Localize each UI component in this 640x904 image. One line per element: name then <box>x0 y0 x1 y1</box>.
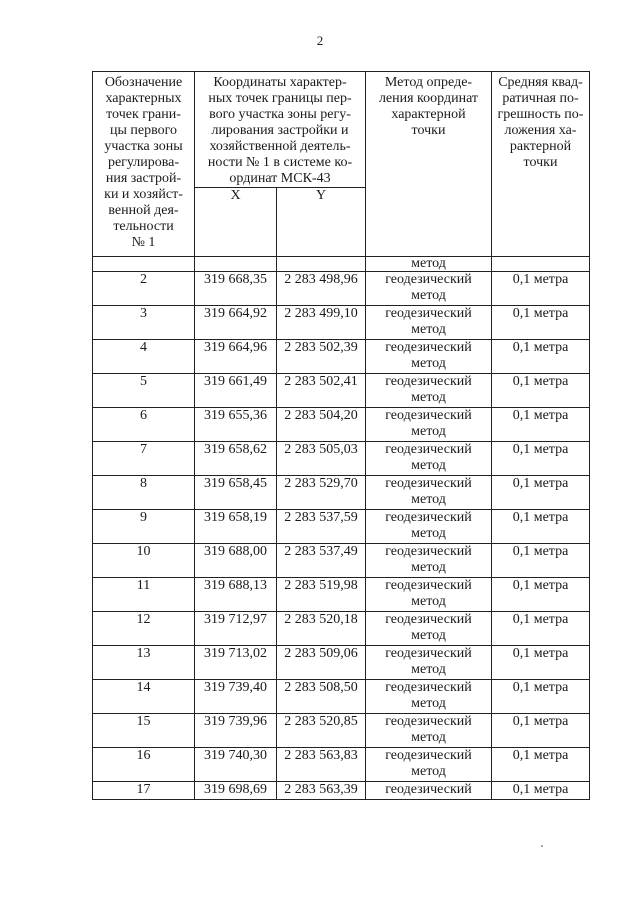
point-number: 7 <box>93 442 195 476</box>
coordinate-y: 2 283 563,39 <box>277 782 366 800</box>
method-line-2: метод <box>411 764 446 779</box>
coordinate-x: 319 739,96 <box>195 714 277 748</box>
coordinate-x: 319 664,92 <box>195 306 277 340</box>
method <box>366 374 492 408</box>
method-line-1: геодезический <box>385 306 472 321</box>
table-row <box>93 476 590 510</box>
table-header-row <box>93 72 590 188</box>
point-number: 9 <box>93 510 195 544</box>
method <box>366 272 492 306</box>
method-line-2: метод <box>411 322 446 337</box>
method <box>366 680 492 714</box>
table-row <box>93 748 590 782</box>
coordinate-x: 319 661,49 <box>195 374 277 408</box>
method-line-1: геодезический <box>385 714 472 729</box>
coordinate-y: 2 283 563,83 <box>277 748 366 782</box>
method-line-2: метод <box>411 594 446 609</box>
table-row <box>93 272 590 306</box>
method-line-2: метод <box>411 526 446 541</box>
mean-square-error: 0,1 метра <box>492 646 590 680</box>
mean-square-error: 0,1 метра <box>492 408 590 442</box>
method-line-1: геодезический <box>385 782 472 797</box>
coordinate-y: 2 283 509,06 <box>277 646 366 680</box>
mean-square-error: 0,1 метра <box>492 510 590 544</box>
coordinate-x: 319 713,02 <box>195 646 277 680</box>
method-line-2: метод <box>411 560 446 575</box>
header-y: Y <box>277 188 366 257</box>
method <box>366 408 492 442</box>
method-line-2: метод <box>411 492 446 507</box>
point-number: 11 <box>93 578 195 612</box>
method-line-1: геодезический <box>385 680 472 695</box>
method-line-1: геодезический <box>385 272 472 287</box>
table-body <box>93 272 590 800</box>
scan-speck <box>541 845 543 847</box>
mean-square-error: 0,1 метра <box>492 578 590 612</box>
point-number: 15 <box>93 714 195 748</box>
mean-square-error: 0,1 метра <box>492 442 590 476</box>
table-row <box>93 578 590 612</box>
table-row <box>93 612 590 646</box>
method-line-2: метод <box>411 730 446 745</box>
method <box>366 510 492 544</box>
coordinate-x: 319 712,97 <box>195 612 277 646</box>
method <box>366 646 492 680</box>
method-line-1: геодезический <box>385 340 472 355</box>
header-mean-square-error: Средняя квад- ратичная по- грешность по- ложения ха- рактерной точки <box>492 72 590 257</box>
method-line-2: метод <box>411 390 446 405</box>
coordinate-y: 2 283 504,20 <box>277 408 366 442</box>
coordinates-table <box>92 71 590 800</box>
point-number: 17 <box>93 782 195 800</box>
carry-over-row <box>93 257 590 272</box>
method <box>366 340 492 374</box>
method-line-1: геодезический <box>385 646 472 661</box>
method-line-2: метод <box>411 424 446 439</box>
method-line-1: геодезический <box>385 374 472 389</box>
header-x: X <box>195 188 277 257</box>
method <box>366 476 492 510</box>
coordinate-y: 2 283 502,41 <box>277 374 366 408</box>
mean-square-error: 0,1 метра <box>492 306 590 340</box>
method-line-1: геодезический <box>385 748 472 763</box>
method-line-1: геодезический <box>385 442 472 457</box>
table-row <box>93 544 590 578</box>
mean-square-error: 0,1 метра <box>492 680 590 714</box>
table-row <box>93 510 590 544</box>
coordinate-y: 2 283 520,85 <box>277 714 366 748</box>
method-line-2: метод <box>411 288 446 303</box>
method-line-1: геодезический <box>385 408 472 423</box>
coordinate-x: 319 658,45 <box>195 476 277 510</box>
point-number: 14 <box>93 680 195 714</box>
method-line-1: геодезический <box>385 510 472 525</box>
method <box>366 612 492 646</box>
point-number: 16 <box>93 748 195 782</box>
coordinate-y: 2 283 508,50 <box>277 680 366 714</box>
coordinate-y: 2 283 519,98 <box>277 578 366 612</box>
coordinate-x: 319 658,19 <box>195 510 277 544</box>
coordinate-x: 319 658,62 <box>195 442 277 476</box>
coordinate-x: 319 688,13 <box>195 578 277 612</box>
table-row <box>93 340 590 374</box>
table-row <box>93 442 590 476</box>
table-row <box>93 782 590 800</box>
method <box>366 714 492 748</box>
coordinate-y: 2 283 502,39 <box>277 340 366 374</box>
coordinate-x: 319 664,96 <box>195 340 277 374</box>
method-line-2: метод <box>411 356 446 371</box>
method <box>366 544 492 578</box>
table-row <box>93 646 590 680</box>
method-line-2: метод <box>411 696 446 711</box>
mean-square-error: 0,1 метра <box>492 374 590 408</box>
coordinate-y: 2 283 498,96 <box>277 272 366 306</box>
mean-square-error: 0,1 метра <box>492 544 590 578</box>
coordinate-y: 2 283 520,18 <box>277 612 366 646</box>
table-row <box>93 680 590 714</box>
method-line-2: метод <box>411 628 446 643</box>
method <box>366 306 492 340</box>
table-row <box>93 408 590 442</box>
method <box>366 442 492 476</box>
coordinate-x: 319 698,69 <box>195 782 277 800</box>
carry-over-method: метод <box>366 257 492 272</box>
method-line-1: геодезический <box>385 476 472 491</box>
coordinate-y: 2 283 529,70 <box>277 476 366 510</box>
mean-square-error: 0,1 метра <box>492 272 590 306</box>
point-number: 10 <box>93 544 195 578</box>
mean-square-error: 0,1 метра <box>492 340 590 374</box>
page-number: 2 <box>316 33 324 48</box>
method-line-1: геодезический <box>385 578 472 593</box>
point-number: 2 <box>93 272 195 306</box>
method-line-1: геодезический <box>385 612 472 627</box>
mean-square-error: 0,1 метра <box>492 476 590 510</box>
point-number: 13 <box>93 646 195 680</box>
mean-square-error: 0,1 метра <box>492 782 590 800</box>
table-row <box>93 374 590 408</box>
method <box>366 782 492 800</box>
mean-square-error: 0,1 метра <box>492 748 590 782</box>
method-line-1: геодезический <box>385 544 472 559</box>
coordinate-x: 319 668,35 <box>195 272 277 306</box>
header-coordinates: Координаты характер- ных точек границы пер- вого участка зоны регу- лирования застройки и хозяйственной деятель- ности № 1 в системе ко- ординат МСК-43 <box>195 72 366 188</box>
coordinate-x: 319 655,36 <box>195 408 277 442</box>
mean-square-error: 0,1 метра <box>492 612 590 646</box>
method <box>366 578 492 612</box>
coordinate-y: 2 283 537,49 <box>277 544 366 578</box>
point-number: 5 <box>93 374 195 408</box>
table-row <box>93 714 590 748</box>
method <box>366 748 492 782</box>
coordinate-x: 319 739,40 <box>195 680 277 714</box>
point-number: 3 <box>93 306 195 340</box>
coordinate-x: 319 740,30 <box>195 748 277 782</box>
header-point-designation: Обозначение характерных точек грани- цы первого участка зоны регулирова- ния застрой- ки и хозяйст- венной дея- тельности № 1 <box>93 72 195 257</box>
method-line-2: метод <box>411 458 446 473</box>
table-row <box>93 306 590 340</box>
point-number: 6 <box>93 408 195 442</box>
coordinate-y: 2 283 499,10 <box>277 306 366 340</box>
coordinate-x: 319 688,00 <box>195 544 277 578</box>
coordinate-y: 2 283 505,03 <box>277 442 366 476</box>
mean-square-error: 0,1 метра <box>492 714 590 748</box>
method-line-2: метод <box>411 662 446 677</box>
header-method: Метод опреде- ления координат характерной точки <box>366 72 492 257</box>
point-number: 12 <box>93 612 195 646</box>
point-number: 4 <box>93 340 195 374</box>
coordinate-y: 2 283 537,59 <box>277 510 366 544</box>
point-number: 8 <box>93 476 195 510</box>
